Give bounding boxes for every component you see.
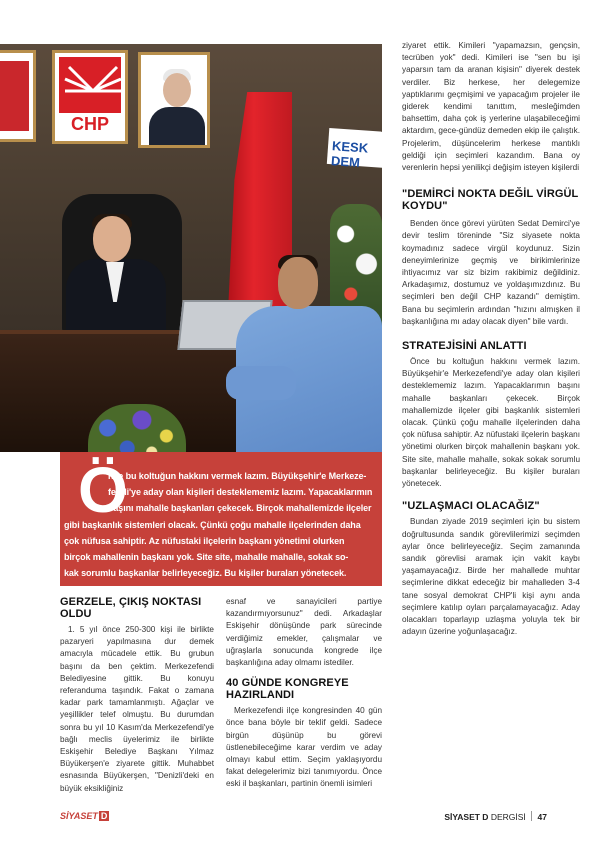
article-column-right [402, 40, 580, 638]
person-seated-head [93, 216, 131, 262]
section-heading: GERZELE, ÇIKIŞ NOKTASI OLDU [60, 596, 202, 620]
chp-logo-text: CHP [70, 114, 109, 134]
page-footer [0, 809, 595, 829]
pull-quote-dropcap: Ö [78, 454, 128, 526]
section-heading: STRATEJİSİNİ ANLATTI [402, 340, 527, 353]
wall-banner: KESK DEM [327, 128, 382, 168]
footer-magazine-info: SİYASET D DERGİSİ 47 [444, 812, 547, 822]
article-column-left [60, 596, 214, 795]
six-arrows-icon [63, 61, 123, 109]
section-heading: "UZLAŞMACI OLACAĞIZ" [402, 500, 540, 513]
left-wall-frame [0, 50, 36, 142]
pull-quote-box [60, 452, 382, 586]
page-number: 47 [537, 812, 547, 822]
person-guest-head [278, 257, 318, 309]
section-heading: 40 GÜNDE KONGREYE HAZIRLANDI [226, 677, 349, 702]
article-paragraph: Benden önce görevi yürüten Sedat Demirci'ye devir teslim töreninde "Siz siyasete nokta koymadınız sadece virgül koydunuz. Sizin deneyimlerinize geçmiş ve birikimlerinize ihtiyacımız var siz bizim rakibimiz değildiniz. Arkadaşımız, dostumuz ve yoldaşımızdınız. Bu seçimleri ben değil CHP kazandı" demiştim. Bana bu seçimlerin ardından "hızını almışken il başkanlığına mı aday olacak diyen" bile vardı. [402, 219, 580, 326]
article-paragraph: esnaf ve sanayicileri partiye kazandırmıyorsunuz" dedi. Arkadaşlar Eskişehir dönüşünde park sürecinde verdiğimiz emekler, çalışmalar ve uğraşlarla sonucunda kongrede ilçe başkanlığına aday olmamı istediler. [226, 597, 382, 668]
article-paragraph: 1. 5 yıl önce 250-300 kişi ile birlikte pazaryeri yapılmasına dur demek amacıyla mücadele ettik. Bu grubun başını da ben çektim. Merkezefendi Belediyesine gittik. Bu konuyu referanduma taşındık. Fakat o zamana kadar park tamamlanmıştı. Ağaçlar ve yeşillikler telef olmuştu. Bu durumdan sonra bu yıl 10 Kasım'da Merkezefendi'ye bağlı meclis üyelerimiz ile birlikte Eskişehir Belediye Başkanı Yılmaz Büyükerşen'e ziyarete gittik. Muhabbet esnasında Büyükerşen, "Denizli'deki en büyük eksikliğiniz [60, 625, 214, 793]
section-heading: "DEMİRCİ NOKTA DEĞİL VİRGÜL KOYDU" [402, 188, 579, 213]
article-paragraph: Bundan ziyade 2019 seçimleri için bu sistem doğrultusunda sandık görevlilerimizi seçimden aylar önce belirleyeceğiz. Seçim zamanında sandık görevlisi aramak için vakit kaybı yaşamayacağız. Birde her mahallede muhtar seçimlerine dikkat edeceğiz bir mahalleden 3-4 tane sosyal demokrat CHP'li kişi aynı anda seçimlere katılıp oyları parçalamayacağız. Aday olacakları toparlayıp uzlaşma yoluyla tek bir adayın üzerine yoğunlaşacağız. [402, 517, 580, 637]
article-paragraph: Merkezefendi ilçe kongresinden 40 gün önce bana böyle bir teklif geldi. Sadece birgün düşünüp bu görevi üstlenebileceğime karar verdim ve aday olmayı kabul ettim. Seçim yaklaşıyordu fakat delegelerimiz bizi tanımıyordu. Önce eski il başkanları, partinin önemli isimleri [226, 706, 382, 789]
article-paragraph: ziyaret ettik. Kimileri "yapamazsın, gençsin, tecrüben yok" dedi. Kimileri ise "sen bu işi yaparsın tam da aranan kişisin" diyerek destek verdiler. Biz herkese, her delegemize yaptıklarımı geçmişimi ve yapacağım projeler ile giderek kendimi tanıttım, mesleğimden bahsettim, daha çok iş yerlerine ulaşabileceğimi aktardım, gece-gündüz demeden ekip ile çalıştık. Projelerim, düşüncelerim herkese mantıklı geldiği için seçimleri kazandım. Bana oy verenlerin hepsi yenilikçi değişim isteyen kişilerdi [402, 41, 580, 173]
article-photo [0, 44, 382, 452]
article-column-middle [226, 596, 382, 791]
chp-logo-frame [52, 50, 128, 144]
pull-quote-text: nce bu koltuğun hakkını vermek lazım. Büyükşehir'e Merkeze- fendi'ye aday olan kişileri desteklememiz lazım. Yapacaklarımın başını mahalle başkanları çekecek. Birçok mahallemizde ilçeler gibi başkanlık sistemleri olacak. Çünkü çoğu mahalle ilçelerinden daha çok nüfusa sahiptir. Az nüfustaki ilçelerin başkanı yönetimi olurken birçok mahallenin başkanı yok. Site site, mahalle mahalle, sokak so- kak sorumlu başkanlar belirleyeceğiz. Bu kişiler buraları yönetecek. [64, 471, 373, 579]
portrait-frame [138, 52, 210, 148]
article-paragraph: Önce bu koltuğun hakkını vermek lazım. Büyükşehir'e Merkezefendi'ye aday olan kişileri desteklememiz lazım. Yapacaklarımın başını mahalle başkanları çekecek. Birçok mahallemizde ilçeler gibi başkanlık sistemleri olacak. Çünkü çoğu mahalle ilçelerinden daha çok nüfusa sahiptir. Az nüfustaki ilçelerin başkanı yönetimi olurken birçok mahallenin başkanı yok. Site site, mahalle mahalle, sokak sokak sorumlu başkanlar belirleyeceğiz. Bu kişiler buraları yönetecek. [402, 357, 580, 489]
footer-divider [531, 811, 532, 821]
magazine-logo: SİYASET D [60, 811, 108, 821]
